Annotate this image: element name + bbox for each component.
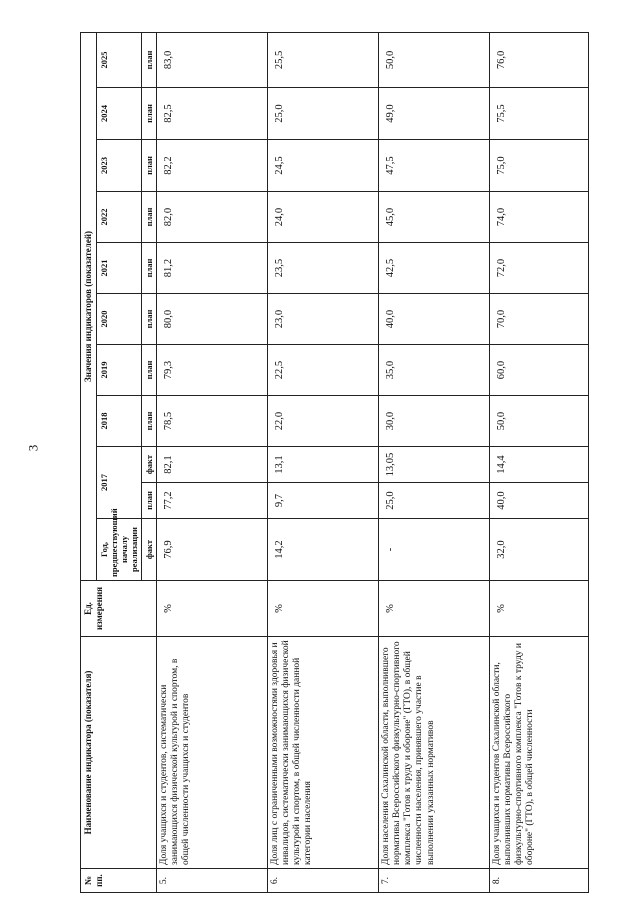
y2017-plan: 9,7 bbox=[267, 483, 378, 519]
y2017-plan: 77,2 bbox=[156, 483, 267, 519]
page-number: 3 bbox=[25, 444, 41, 452]
unit-cell: % bbox=[156, 581, 267, 637]
y2023-plan: 24,5 bbox=[267, 140, 378, 192]
y2019-plan: 35,0 bbox=[378, 345, 489, 396]
unit-cell: % bbox=[378, 581, 489, 637]
y2021-plan: 81,2 bbox=[156, 243, 267, 294]
y2021-plan: 72,0 bbox=[489, 243, 588, 294]
indicator-name: Доля лиц с ограниченными возможностями здоровья и инвалидов, систематически занимающихся физической культурой и спортом, в общей численности данной категории населения bbox=[267, 637, 378, 869]
y2017-fact: 82,1 bbox=[156, 447, 267, 483]
row-number: 6. bbox=[267, 869, 378, 893]
y2023-plan: 75,0 bbox=[489, 140, 588, 192]
y2017-plan: 40,0 bbox=[489, 483, 588, 519]
row-number: 7. bbox=[378, 869, 489, 893]
y2019-plan: 60,0 bbox=[489, 345, 588, 396]
rotated-table-wrapper bbox=[80, 33, 640, 893]
prev-year-fact: - bbox=[378, 519, 489, 581]
unit-cell: % bbox=[267, 581, 378, 637]
y2023-plan: 47,5 bbox=[378, 140, 489, 192]
y2021-plan: 42,5 bbox=[378, 243, 489, 294]
table-row bbox=[267, 32, 378, 892]
table-row bbox=[156, 32, 267, 892]
header-no: № пп. bbox=[81, 869, 157, 893]
header-plan: план bbox=[141, 88, 156, 140]
header-prev-year: Год, предшествующий началу реализации bbox=[96, 519, 141, 581]
header-name: Наименование индикатора (показателя) bbox=[81, 637, 157, 869]
header-plan: план bbox=[141, 396, 156, 447]
y2025-plan: 76,0 bbox=[489, 32, 588, 87]
prev-year-fact: 32,0 bbox=[489, 519, 588, 581]
header-plan: план bbox=[141, 243, 156, 294]
y2025-plan: 50,0 bbox=[378, 32, 489, 87]
header-unit: Ед. измерения bbox=[81, 581, 157, 637]
y2022-plan: 74,0 bbox=[489, 192, 588, 243]
y2021-plan: 23,5 bbox=[267, 243, 378, 294]
table-row bbox=[489, 32, 588, 892]
indicator-name: Доля учащихся и студентов Сахалинской области, выполнивших нормативы Всероссийского физкультурно-спортивного комплекса "Готов к труду и обороне" (ГТО), в общей численности bbox=[489, 637, 588, 869]
header-year-2019: 2019 bbox=[96, 345, 141, 396]
y2020-plan: 80,0 bbox=[156, 294, 267, 345]
unit-cell: % bbox=[489, 581, 588, 637]
row-number: 8. bbox=[489, 869, 588, 893]
y2024-plan: 49,0 bbox=[378, 88, 489, 140]
header-year-2017: 2017 bbox=[96, 447, 141, 519]
y2020-plan: 70,0 bbox=[489, 294, 588, 345]
header-year-2023: 2023 bbox=[96, 140, 141, 192]
y2020-plan: 40,0 bbox=[378, 294, 489, 345]
indicators-table bbox=[80, 32, 589, 893]
y2017-fact: 13,1 bbox=[267, 447, 378, 483]
y2024-plan: 75,5 bbox=[489, 88, 588, 140]
y2017-plan: 25,0 bbox=[378, 483, 489, 519]
y2022-plan: 82,0 bbox=[156, 192, 267, 243]
prev-year-fact: 14,2 bbox=[267, 519, 378, 581]
header-year-2020: 2020 bbox=[96, 294, 141, 345]
y2019-plan: 22,5 bbox=[267, 345, 378, 396]
y2025-plan: 83,0 bbox=[156, 32, 267, 87]
y2024-plan: 25,0 bbox=[267, 88, 378, 140]
y2018-plan: 50,0 bbox=[489, 396, 588, 447]
header-plan: план bbox=[141, 32, 156, 87]
indicator-name: Доля населения Сахалинской области, выполнившего нормативы Всероссийского физкультурно-спортивного комплекса "Готов к труду и обороне" (ГТО), в общей численности населения, принявшего участие в выполнении указанных нормативов bbox=[378, 637, 489, 869]
prev-year-fact: 76,9 bbox=[156, 519, 267, 581]
header-year-2018: 2018 bbox=[96, 396, 141, 447]
header-year-2021: 2021 bbox=[96, 243, 141, 294]
header-fact: факт bbox=[141, 519, 156, 581]
table-row bbox=[378, 32, 489, 892]
y2019-plan: 79,3 bbox=[156, 345, 267, 396]
row-number: 5. bbox=[156, 869, 267, 893]
y2017-fact: 13,05 bbox=[378, 447, 489, 483]
y2020-plan: 23,0 bbox=[267, 294, 378, 345]
y2023-plan: 82,2 bbox=[156, 140, 267, 192]
header-values-group: Значения индикаторов (показателей) bbox=[81, 32, 97, 580]
y2017-fact: 14,4 bbox=[489, 447, 588, 483]
header-plan: план bbox=[141, 345, 156, 396]
y2018-plan: 30,0 bbox=[378, 396, 489, 447]
y2018-plan: 78,5 bbox=[156, 396, 267, 447]
y2024-plan: 82,5 bbox=[156, 88, 267, 140]
header-plan: план bbox=[141, 140, 156, 192]
y2025-plan: 25,5 bbox=[267, 32, 378, 87]
y2022-plan: 45,0 bbox=[378, 192, 489, 243]
header-plan: план bbox=[141, 294, 156, 345]
header-fact: факт bbox=[141, 447, 156, 483]
header-year-2024: 2024 bbox=[96, 88, 141, 140]
header-year-2022: 2022 bbox=[96, 192, 141, 243]
indicator-name: Доля учащихся и студентов, систематически занимающихся физической культурой и спортом, в общей численности учащихся и студентов bbox=[156, 637, 267, 869]
header-plan: план bbox=[141, 192, 156, 243]
header-year-2025: 2025 bbox=[96, 32, 141, 87]
y2022-plan: 24,0 bbox=[267, 192, 378, 243]
y2018-plan: 22,0 bbox=[267, 396, 378, 447]
header-plan: план bbox=[141, 483, 156, 519]
